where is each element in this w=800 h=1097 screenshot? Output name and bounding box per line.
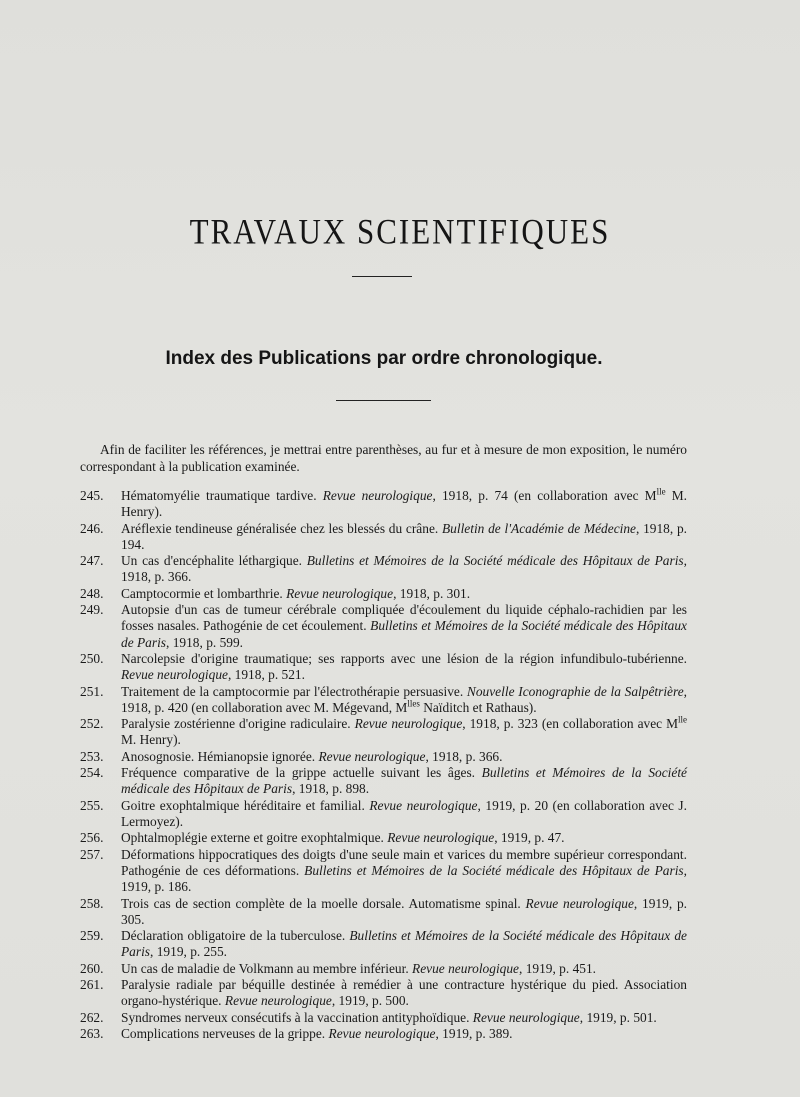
entry-citation: , 1918, p. 301. bbox=[393, 585, 471, 601]
publication-entry bbox=[80, 1010, 687, 1026]
entry-citation: , 1918, p. 898. bbox=[292, 781, 370, 797]
page-title: TRAVAUX SCIENTIFIQUES bbox=[189, 211, 611, 252]
publication-entry bbox=[80, 765, 687, 797]
publication-list bbox=[80, 488, 687, 1042]
publication-entry bbox=[80, 586, 687, 602]
publication-entry bbox=[80, 961, 687, 977]
entry-title: Traitement de la camptocormie par l'électrothérapie persuasive. bbox=[121, 683, 467, 699]
entry-citation: , 1918, p. 323 (en collaboration avec M bbox=[462, 716, 678, 732]
entry-title: Déclaration obligatoire de la tuberculose. bbox=[121, 928, 350, 944]
entry-citation-end: M. Henry). bbox=[121, 488, 687, 520]
entry-superscript: lle bbox=[678, 714, 687, 725]
entry-citation: , 1919, p. 500. bbox=[331, 993, 409, 1009]
entry-number: 263. bbox=[80, 1026, 104, 1042]
entry-number: 262. bbox=[80, 1009, 104, 1025]
entry-number: 257. bbox=[80, 846, 104, 862]
entry-citation: , 1919, p. 186. bbox=[121, 862, 687, 895]
entry-number: 251. bbox=[80, 683, 104, 699]
entry-title: Fréquence comparative de la grippe actuelle suivant les âges. bbox=[121, 765, 482, 781]
entry-journal: Revue neurologique bbox=[318, 748, 426, 764]
entry-number: 250. bbox=[80, 650, 104, 666]
entry-number: 258. bbox=[80, 895, 104, 911]
publication-entry bbox=[80, 651, 687, 683]
entry-citation: , 1918, p. 74 (en collaboration avec M bbox=[432, 488, 657, 503]
entry-superscript: lles bbox=[407, 698, 420, 709]
entry-citation: , 1918, p. 420 (en collaboration avec M. Mégevand, M bbox=[121, 683, 687, 715]
entry-journal: Bulletins et Mémoires de la Société médicale des Hôpitaux de Paris bbox=[121, 618, 687, 650]
entry-journal: Revue neurologique bbox=[387, 830, 495, 846]
entry-citation: , 1919, p. 255. bbox=[150, 944, 228, 960]
entry-number: 249. bbox=[80, 602, 104, 618]
entry-journal: Bulletins et Mémoires de la Société médicale des Hôpitaux de Paris bbox=[121, 928, 687, 960]
entry-journal: Revue neurologique bbox=[328, 1026, 436, 1042]
entry-title: Hématomyélie traumatique tardive. bbox=[121, 488, 323, 503]
entry-citation-end: M. Henry). bbox=[121, 732, 181, 748]
entry-title: Ophtalmoplégie externe et goitre exophtalmique. bbox=[121, 830, 388, 846]
publication-entry bbox=[80, 553, 687, 585]
entry-citation: , 1919, p. 501. bbox=[579, 1009, 657, 1025]
entry-number: 253. bbox=[80, 748, 104, 764]
entry-number: 246. bbox=[80, 520, 104, 536]
entry-journal: Revue neurologique bbox=[369, 797, 478, 813]
entry-journal: Revue neurologique bbox=[121, 667, 228, 683]
publication-entry bbox=[80, 716, 687, 748]
entry-citation: , 1919, p. 20 (en collaboration avec J. Lermoyez). bbox=[121, 797, 687, 829]
publication-entry bbox=[80, 488, 687, 520]
publication-entry bbox=[80, 928, 687, 960]
publication-entry bbox=[80, 977, 687, 1009]
entry-title: Aréflexie tendineuse généralisée chez les blessés du crâne. bbox=[121, 520, 442, 536]
entry-journal: Bulletins et Mémoires de la Société médicale des Hôpitaux de Paris bbox=[306, 553, 684, 569]
entry-number: 254. bbox=[80, 765, 104, 781]
title-divider bbox=[352, 276, 412, 277]
entry-citation: , 1918, p. 366. bbox=[121, 553, 687, 585]
entry-superscript: lle bbox=[656, 486, 666, 497]
publication-entry bbox=[80, 684, 687, 716]
entry-title: Un cas d'encéphalite léthargique. bbox=[121, 553, 307, 569]
entry-number: 248. bbox=[80, 585, 104, 601]
entry-citation: , 1918, p. 194. bbox=[121, 520, 687, 552]
entry-citation: , 1919, p. 389. bbox=[435, 1026, 513, 1042]
entry-title: Déformations hippocratiques des doigts d'une seule main et varices du membre supérieur correspondant. Pathogénie de ces déformations. bbox=[121, 846, 687, 878]
entry-journal: Revue neurologique bbox=[224, 993, 332, 1009]
publication-entry bbox=[80, 896, 687, 928]
entry-citation-end: Naïditch et Rathaus). bbox=[419, 699, 537, 715]
entry-citation: , 1918, p. 366. bbox=[425, 748, 503, 764]
entry-number: 259. bbox=[80, 928, 104, 944]
entry-title: Camptocormie et lombarthrie. bbox=[121, 585, 287, 601]
intro-text: Afin de faciliter les références, je mettrai entre parenthèses, au fur et à mesure de mon exposition, le numéro correspondant à la publication examinée. bbox=[80, 442, 687, 474]
section-heading: Index des Publications par ordre chronologique. bbox=[165, 348, 603, 369]
entry-title: Paralysie zostérienne d'origine radiculaire. bbox=[121, 716, 355, 732]
entry-citation: , 1918, p. 599. bbox=[166, 634, 244, 650]
publication-entry bbox=[80, 1026, 687, 1042]
entry-title: Goitre exophtalmique héréditaire et familial. bbox=[121, 797, 370, 813]
entry-number: 252. bbox=[80, 716, 104, 732]
entry-number: 260. bbox=[80, 960, 104, 976]
entry-citation: , 1919, p. 305. bbox=[121, 895, 687, 927]
publication-entry bbox=[80, 602, 687, 651]
entry-title: Complications nerveuses de la grippe. bbox=[121, 1026, 329, 1042]
entry-journal: Revue neurologique bbox=[472, 1009, 580, 1025]
entry-journal: Revue neurologique bbox=[412, 960, 519, 976]
entry-title: Autopsie d'un cas de tumeur cérébrale compliquée d'écoulement du liquide céphalo-rachidien par les fosses nasales. Pathogénie de cet écoulement. bbox=[121, 602, 687, 634]
entry-citation: , 1919, p. 47. bbox=[494, 830, 565, 846]
entry-journal: Revue neurologique bbox=[354, 716, 463, 732]
entry-citation: , 1919, p. 451. bbox=[519, 960, 596, 976]
entry-journal: Nouvelle Iconographie de la Salpêtrière bbox=[466, 683, 684, 699]
publication-entry bbox=[80, 521, 687, 553]
entry-journal: Revue neurologique bbox=[525, 895, 634, 911]
entry-journal: Revue neurologique bbox=[286, 585, 394, 601]
entry-title: Anosognosie. Hémianopsie ignorée. bbox=[121, 748, 319, 764]
publication-entry bbox=[80, 749, 687, 765]
entry-number: 261. bbox=[80, 977, 104, 993]
entry-number: 256. bbox=[80, 830, 104, 846]
entry-number: 247. bbox=[80, 553, 104, 569]
entry-journal: Bulletins et Mémoires de la Société médicale des Hôpitaux de Paris bbox=[304, 862, 684, 878]
heading-divider bbox=[336, 400, 431, 401]
publication-entry bbox=[80, 798, 687, 830]
entry-journal: Revue neurologique bbox=[322, 488, 433, 503]
entry-title: Narcolepsie d'origine traumatique; ses rapports avec une lésion de la région infundibulo-tubérienne. bbox=[121, 650, 687, 666]
entry-number: 255. bbox=[80, 797, 104, 813]
publication-entry bbox=[80, 847, 687, 896]
entry-title: Un cas de maladie de Volkmann au membre inférieur. bbox=[121, 960, 413, 976]
entry-title: Trois cas de section complète de la moelle dorsale. Automatisme spinal. bbox=[121, 895, 526, 911]
publication-entry bbox=[80, 830, 687, 846]
entry-journal: Bulletins et Mémoires de la Société médicale des Hôpitaux de Paris bbox=[121, 765, 687, 797]
entry-citation: , 1918, p. 521. bbox=[227, 667, 305, 683]
entry-number: 245. bbox=[80, 488, 104, 503]
entry-title: Syndromes nerveux consécutifs à la vaccination antityphoïdique. bbox=[121, 1009, 473, 1025]
entry-journal: Bulletin de l'Académie de Médecine bbox=[441, 520, 636, 536]
entry-title: Paralysie radiale par béquille destinée à remédier à une contracture hystérique du pied. Association organo-hystérique. bbox=[121, 977, 687, 1009]
intro-paragraph bbox=[80, 441, 687, 475]
